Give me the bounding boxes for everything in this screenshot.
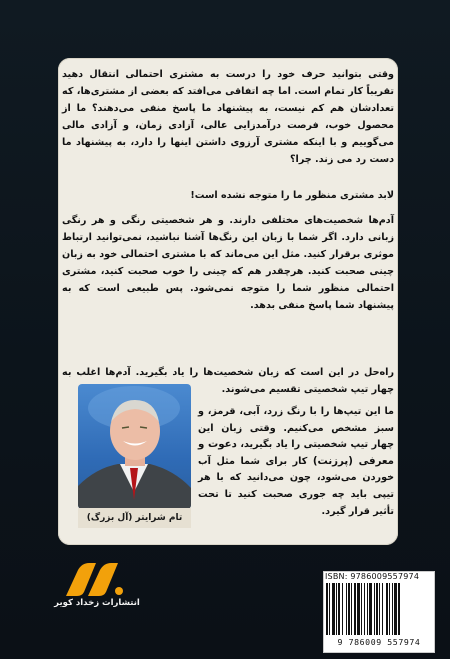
paragraph-colors [198,404,394,520]
author-caption: تام شرایتر (آل بزرگ) [78,508,191,528]
paragraph-colors-text [198,404,394,520]
paragraph-colors-part1: ما این تیپ‌ها را با رنگ زرد، آبی، قرمز، و سبز مشخص می‌کنیم. وقتی زبان این چهار تیپ شخصیتی را یاد بگیرید، [198,406,394,451]
barcode [326,583,428,635]
barcode-digits: 9 786009 557974 [337,637,421,647]
paragraph-assumption-text: لابد مشتری منظور ما را متوجه نشده است! [190,190,394,201]
paragraph-assumption [62,187,394,204]
paragraph-colors-highlight: دعوت و معرفی (پرزنت) [198,439,394,467]
author-photo [78,384,191,509]
publisher-name: انتشارات زخداد کویر [54,598,140,608]
paragraph-intro [62,66,394,168]
paragraph-intro-text: وقتی بتوانید حرف خود را درست به مشتری احتمالی انتقال دهید تقریباً کار تمام است. اما چه اتفاقی می‌افتد که بعضی از مشتری‌ها، که تعدادشان هم کم نیست، به پیشنهاد ما پاسخ منفی می‌دهند؟ ما از محصول خوب، فرصت درآمدزایی عالی، آزادی زمان، و آزادی مالی می‌گوییم و با اینکه مشتری آرزوی داشتن اینها را دارد، به پیشنهاد ما دست رد می زند. چرا؟ [62,69,394,165]
paragraph-solution-text: راه‌حل در این است که زبان شخصیت‌ها را یاد بگیرید. آدم‌ها اغلب به چهار تیپ شخصیتی تقسیم می‌شوند. [62,367,394,395]
paragraph-personalities-text: آدم‌ها شخصیت‌های مختلفی دارند. و هر شخصیتی رنگی و هر رنگی زبانی دارد. اگر شما با زبان این رنگ‌ها آشنا نباشید، نمی‌توانید ارتباط موثری برقرار کنید. مثل این می‌ماند که با مشتری احتمالی خود به زبان چینی صحبت کنید. هرچقدر هم که چینی را خوب صحبت کنید، مشتری احتمالی منظور شما را متوجه نمی‌شود. پس طبیعی است که به پیشنهاد شما پاسخ منفی بدهد. [62,215,394,311]
paragraph-colors-part2: کار برای شما مثل آب خوردن می‌شود، چون می‌دانید که با هر تیپی باید چه جوری صحبت کنید تا تحت تأثیر قرار گیرد. [198,455,394,517]
paragraph-personalities [62,212,394,314]
isbn-label: ISBN: 9786009557974 [325,572,420,581]
